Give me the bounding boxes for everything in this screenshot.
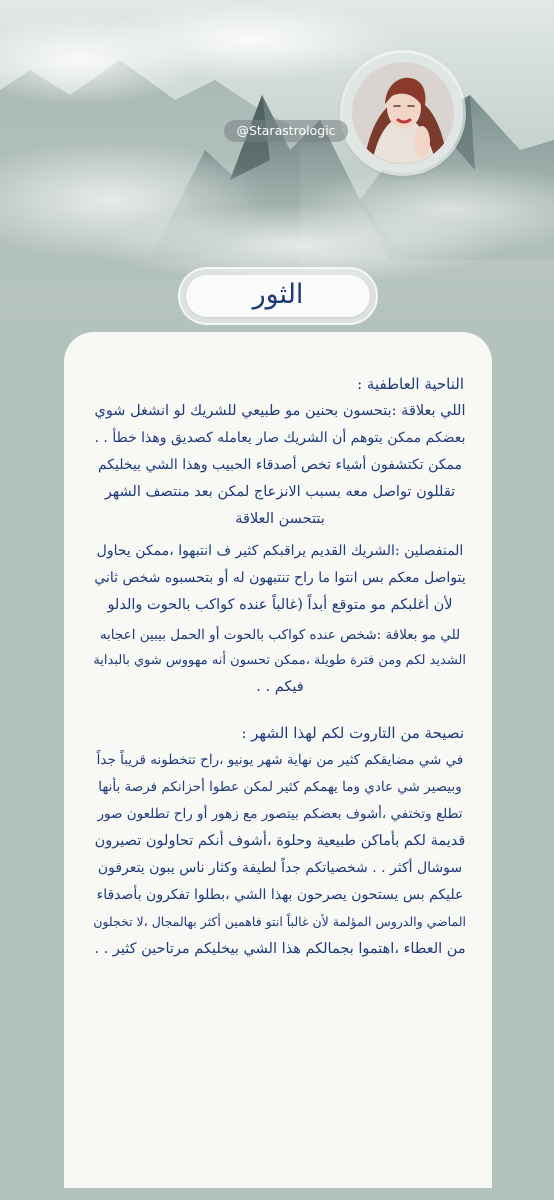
text-line: يتواصل معكم بس انتوا ما راح تنتبهون له أو بتحسبوه شخص ثاني [94,570,466,586]
page-title: الثور [186,275,370,317]
text-line: تقللون تواصل معه بسبب الانزعاج لمكن بعد منتصف الشهر [104,484,456,500]
account-handle: @Starastrologic [224,120,348,142]
section-heading-emotional: الناحية العاطفية : [357,375,464,393]
text-line: وبيصير شي عادي وما يهمكم كثير لمكن عطوا أحزانكم فرصة بأنها [98,779,462,795]
text-line: عليكم بس يستحون يصرحون بهذا الشي ،بطلوا تفكرون بأصدقاء [96,887,464,903]
text-line: المنفصلين :الشريك القديم يراقبكم كثير ف انتبهوا ،ممكن يحاول [96,543,464,559]
text-line: من العطاء ،اهتموا بجمالكم هذا الشي بيخليكم مرتاحين كثير . . [94,941,466,957]
text-line: بعضكم ممكن يتوهم أن الشريك صار يعامله كصديق وهذا خطأ . . [94,430,466,446]
text-line: لأن أغلبكم مو متوقع أبداً (غالباً عنده كواكب بالحوت والدلو [107,597,453,613]
text-line: ممكن تكتشفون أشياء تخص أصدقاء الحبيب وهذا الشي بيخليكم [97,457,463,473]
text-line: الشديد لكم ومن فترة طويلة ،ممكن تحسون أنه مهووس شوي بالبداية [93,653,466,668]
text-line: بتتحسن العلاقة [235,511,325,527]
title-pill [178,267,378,325]
text-line: للي مو بعلاقة :شخص عنده كواكب بالحوت أو الحمل بيبين اعجابه [99,627,461,643]
text-line: في شي مضايقكم كثير من نهاية شهر يونيو ،راح تتخطونه قريباً جداً [96,752,464,768]
text-line: قديمة لكم بأماكن طبيعية وحلوة ،أشوف أنكم تحاولون تصيرون [94,833,466,849]
text-line: تطلع وتختفي ،أشوف بعضكم بيتصور مع زهور أو راح تطلعون صور [97,806,463,822]
text-line: سوشال أكثر . . شخصياتكم جداً لطيفة وكثار ناس يبون يتعرفون [97,860,463,876]
text-line: فيكم . . [256,679,304,695]
section-heading-tarot-advice: نصيحة من التاروت لكم لهذا الشهر : [241,724,464,742]
avatar-portrait-icon [352,62,454,164]
text-line: اللي بعلاقة :بتحسون بحنين مو طبيعي للشريك لو انشغل شوي [94,403,466,419]
text-line: الماضي والدروس المؤلمة لأن غالباً انتو فاهمين أكثر بهالمجال ،لا تخجلون [93,914,466,929]
avatar [352,62,454,164]
